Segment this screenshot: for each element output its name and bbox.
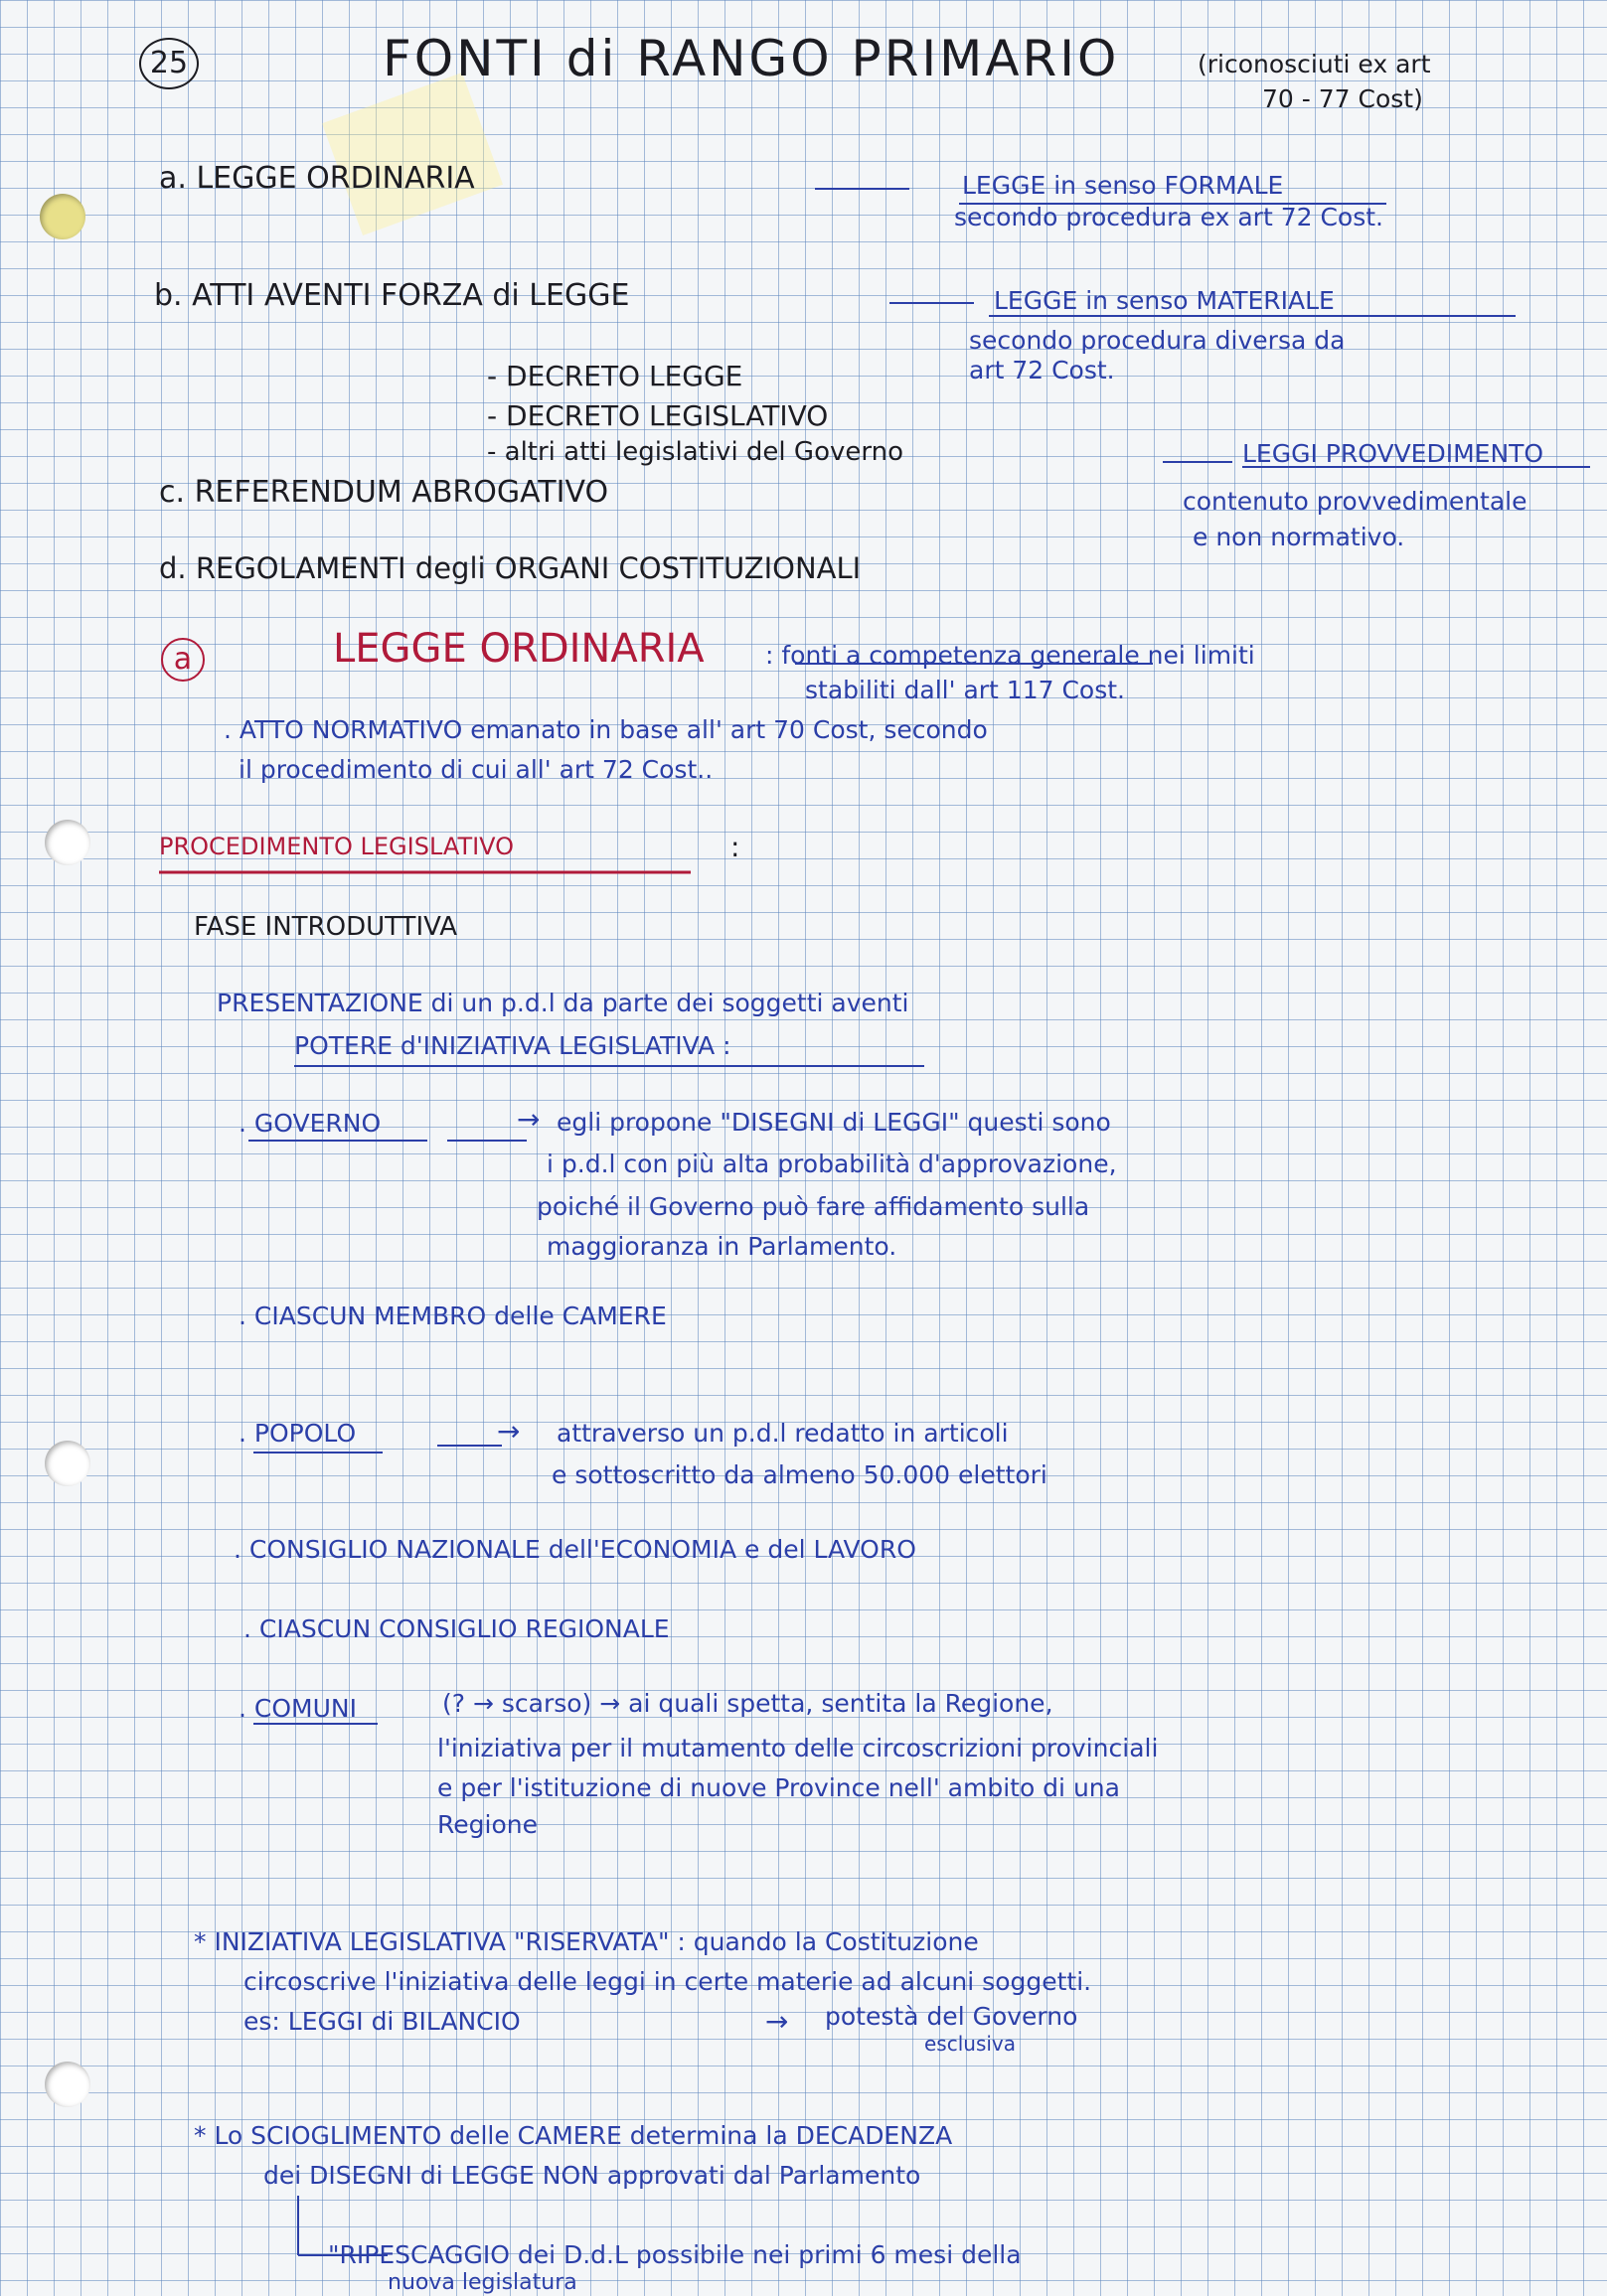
b-sub-1: - DECRETO LEGGE	[487, 360, 743, 392]
list-item-d: d. REGOLAMENTI degli ORGANI COSTITUZIONALI	[159, 551, 862, 585]
governo-text-1: egli propone "DISEGNI di LEGGI" questi sono	[557, 1108, 1111, 1137]
comuni-text-2: l'iniziativa per il mutamento delle circoscrizioni provinciali	[437, 1734, 1159, 1762]
page-number: 25	[139, 38, 199, 89]
title-note-2: 70 - 77 Cost)	[1262, 84, 1423, 113]
list-item-a: a. LEGGE ORDINARIA	[159, 161, 475, 196]
section-desc-1: : fonti a competenza generale nei limiti	[765, 641, 1255, 670]
ripescaggio-2: nuova legislatura	[388, 2270, 577, 2295]
riservata-2: circoscrive l'iniziativa delle leggi in certe materie ad alcuni soggetti.	[243, 1967, 1092, 1996]
governo-text-2: i p.d.l con più alta probabilità d'approvazione,	[547, 1149, 1117, 1178]
presentazione-2: POTERE d'INIZIATIVA LEGISLATIVA :	[294, 1031, 731, 1060]
riservata-3c: esclusiva	[924, 2032, 1017, 2056]
section-desc-2: stabiliti dall' art 117 Cost.	[805, 676, 1125, 704]
arrow-icon: →	[497, 1415, 521, 1448]
atto-normativo-2: il procedimento di cui all' art 72 Cost..	[239, 755, 714, 784]
popolo-text-1: attraverso un p.d.l redatto in articoli	[557, 1419, 1009, 1448]
a-note-1: LEGGE in senso FORMALE	[962, 171, 1284, 200]
fase-introduttiva: FASE INTRODUTTIVA	[194, 912, 458, 942]
arrow-icon: →	[765, 2005, 789, 2038]
b-sub-2: - DECRETO LEGISLATIVO	[487, 399, 829, 432]
ripescaggio-1: "RIPESCAGGIO dei D.d.L possibile nei primi 6 mesi della	[328, 2240, 1022, 2269]
ciascun-membro: . CIASCUN MEMBRO delle CAMERE	[239, 1301, 667, 1330]
comuni-label: . COMUNI	[239, 1694, 357, 1723]
comuni-text-3: e per l'istituzione di nuove Province nell' ambito di una	[437, 1773, 1120, 1802]
governo-text-4: maggioranza in Parlamento.	[547, 1232, 897, 1261]
section-title: LEGGE ORDINARIA	[333, 626, 705, 672]
arrow-icon: →	[517, 1103, 541, 1136]
governo-label: . GOVERNO	[239, 1109, 382, 1138]
title-note-1: (riconosciuti ex art	[1198, 50, 1431, 78]
scioglimento-1: * Lo SCIOGLIMENTO delle CAMERE determina la DECADENZA	[194, 2121, 953, 2150]
presentazione-1: PRESENTAZIONE di un p.d.l da parte dei soggetti aventi	[217, 989, 909, 1017]
section-marker: a	[161, 638, 205, 682]
comuni-text-1: (? → scarso) → ai quali spetta, sentita la Regione,	[442, 1689, 1053, 1718]
scioglimento-2: dei DISEGNI di LEGGE NON approvati dal Parlamento	[263, 2161, 921, 2190]
leggi-provv-1: LEGGI PROVVEDIMENTO	[1242, 439, 1544, 468]
b-note-1: LEGGE in senso MATERIALE	[994, 286, 1335, 315]
b-sub-3: - altri atti legislativi del Governo	[487, 437, 903, 467]
list-item-c: c. REFERENDUM ABROGATIVO	[159, 475, 609, 510]
riservata-3b: potestà del Governo	[825, 2002, 1078, 2031]
b-note-2: secondo procedura diversa da	[969, 326, 1346, 355]
riservata-3: es: LEGGI di BILANCIO	[243, 2007, 521, 2036]
comuni-text-4: Regione	[437, 1810, 538, 1839]
popolo-label: . POPOLO	[239, 1419, 357, 1448]
procedimento-title: PROCEDIMENTO LEGISLATIVO	[159, 833, 515, 860]
procedimento-colon: :	[730, 831, 740, 863]
a-note-2: secondo procedura ex art 72 Cost.	[954, 203, 1383, 231]
governo-text-3: poiché il Governo può fare affidamento sulla	[537, 1192, 1090, 1221]
popolo-text-2: e sottoscritto da almeno 50.000 elettori	[552, 1460, 1047, 1489]
cnel: . CONSIGLIO NAZIONALE dell'ECONOMIA e del LAVORO	[234, 1535, 916, 1564]
atto-normativo-1: . ATTO NORMATIVO emanato in base all' art 70 Cost, secondo	[224, 715, 988, 744]
leggi-provv-3: e non normativo.	[1193, 523, 1405, 551]
list-item-b: b. ATTI AVENTI FORZA di LEGGE	[154, 278, 630, 313]
leggi-provv-2: contenuto provvedimentale	[1183, 487, 1527, 516]
b-note-3: art 72 Cost.	[969, 356, 1115, 384]
consiglio-regionale: . CIASCUN CONSIGLIO REGIONALE	[243, 1614, 670, 1643]
page-title: FONTI di RANGO PRIMARIO	[383, 30, 1120, 87]
riservata-1: * INIZIATIVA LEGISLATIVA "RISERVATA" : quando la Costituzione	[194, 1927, 979, 1956]
